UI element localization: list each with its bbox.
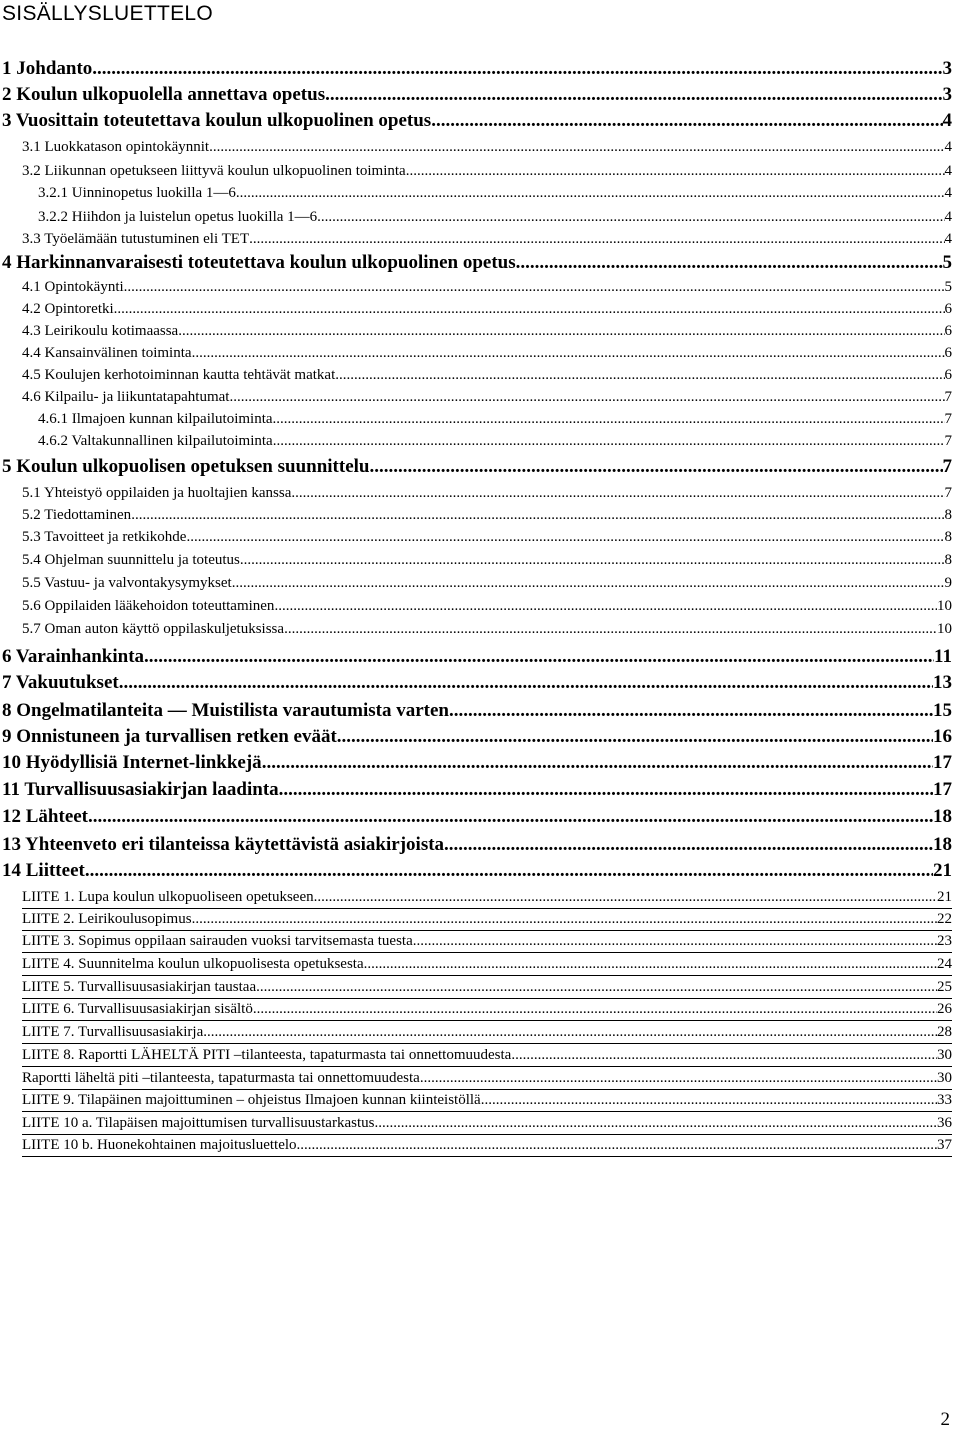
toc-entry[interactable]: [22, 572, 952, 594]
toc-entry[interactable]: [22, 1089, 952, 1112]
toc-entry-label: 10 Hyödyllisiä Internet-linkkejä: [2, 752, 262, 773]
toc-leader-dots: [209, 136, 944, 158]
toc-page-number: 30: [937, 1070, 952, 1086]
toc-leader-dots: [262, 750, 933, 776]
toc-page-number: 3: [942, 84, 952, 105]
toc-entry-label: 4 Harkinnanvaraisesti toteutettava koulun ulkopuolinen opetus: [2, 252, 516, 273]
toc-entry-label: LIITE 3. Sopimus oppilaan sairauden vuoksi tarvitsemasta tuesta: [22, 933, 413, 949]
toc-entry[interactable]: [22, 953, 952, 976]
toc-leader-dots: [203, 1021, 937, 1043]
toc-entry[interactable]: [38, 430, 952, 453]
toc-entry[interactable]: [22, 160, 952, 182]
toc-leader-dots: [444, 832, 933, 858]
toc-entry[interactable]: [2, 777, 952, 803]
toc-entry-label: LIITE 7. Turvallisuusasiakirja: [22, 1024, 204, 1040]
toc-entry-label: 3.1 Luokkatason opintokäynnit: [22, 139, 210, 155]
toc-entry[interactable]: [22, 228, 952, 250]
toc-page-number: 7: [944, 433, 952, 449]
toc-leader-dots: [481, 1089, 937, 1111]
toc-page-number: 9: [944, 575, 952, 591]
toc-page-number: 6: [944, 367, 952, 383]
toc-entry[interactable]: [22, 1067, 952, 1090]
toc-leader-dots: [364, 953, 937, 975]
toc-leader-dots: [291, 482, 944, 504]
toc-page-number: 10: [937, 598, 952, 614]
toc-entry[interactable]: [22, 136, 952, 158]
toc-page-number: 36: [937, 1115, 952, 1131]
toc-entry[interactable]: [2, 56, 952, 82]
toc-page-number: 4: [944, 209, 952, 225]
toc-leader-dots: [284, 618, 937, 640]
toc-entry-label: 8 Ongelmatilanteita — Muistilista varautumista varten: [2, 700, 449, 721]
toc-leader-dots: [253, 998, 937, 1020]
toc-entry-label: 1 Johdanto: [2, 58, 93, 79]
toc-leader-dots: [229, 386, 944, 408]
toc-entry[interactable]: [22, 930, 952, 953]
toc-leader-dots: [431, 108, 942, 134]
toc-page-number: 24: [937, 956, 952, 972]
toc-page-number: 17: [933, 779, 952, 800]
toc-page-number: 33: [937, 1092, 952, 1108]
toc-entry-label: 3.2.2 Hiihdon ja luistelun opetus luokilla 1—6: [38, 209, 318, 225]
toc-entry-label: 3 Vuosittain toteutettava koulun ulkopuolinen opetus: [2, 110, 432, 131]
toc-leader-dots: [325, 82, 942, 108]
toc-page-number: 26: [937, 1001, 952, 1017]
toc-leader-dots: [236, 182, 945, 205]
toc-leader-dots: [85, 858, 933, 884]
toc-leader-dots: [273, 430, 945, 453]
toc-leader-dots: [249, 228, 944, 250]
toc-page-number: 7: [944, 411, 952, 427]
toc-entry[interactable]: [38, 408, 952, 431]
toc-entry-label: LIITE 10 a. Tilapäisen majoittumisen turvallisuustarkastus: [22, 1115, 375, 1131]
toc-entry-label: 4.6 Kilpailu- ja liikuntatapahtumat: [22, 389, 230, 405]
toc-entry-label: 4.6.2 Valtakunnallinen kilpailutoiminta: [38, 433, 273, 449]
toc-leader-dots: [92, 56, 942, 82]
toc-leader-dots: [240, 549, 945, 571]
toc-entry-label: 5.6 Oppilaiden lääkehoidon toteuttaminen: [22, 598, 275, 614]
toc-entry[interactable]: [38, 182, 952, 205]
toc-entry[interactable]: [22, 526, 952, 548]
page-title: SISÄLLYSLUETTELO: [2, 2, 213, 25]
toc-leader-dots: [314, 886, 937, 908]
toc-leader-dots: [232, 572, 945, 594]
toc-leader-dots: [178, 320, 944, 342]
toc-entry-label: 3.2.1 Uinninopetus luokilla 1—6: [38, 185, 236, 201]
toc-entry-label: Raportti läheltä piti –tilanteesta, tapaturmasta tai onnettomuudesta: [22, 1070, 420, 1086]
toc-entry[interactable]: [2, 250, 952, 276]
toc-page-number: 16: [933, 726, 952, 747]
toc-page-number: 30: [937, 1047, 952, 1063]
toc-page-number: 8: [944, 552, 952, 568]
toc-page-number: 6: [944, 323, 952, 339]
toc-entry-label: LIITE 4. Suunnitelma koulun ulkopuolisesta opetuksesta: [22, 956, 364, 972]
toc-page-number: 6: [944, 345, 952, 361]
toc-entry[interactable]: [22, 504, 952, 526]
toc-leader-dots: [374, 1112, 937, 1134]
toc-entry-label: 9 Onnistuneen ja turvallisen retken eväät: [2, 726, 337, 747]
toc-page-number: 28: [937, 1024, 952, 1040]
toc-page-number: 7: [944, 485, 952, 501]
toc-page-number: 5: [944, 279, 952, 295]
toc-entry-label: LIITE 8. Raportti LÄHELTÄ PITI –tilanteesta, tapaturmasta tai onnettomuudesta: [22, 1047, 512, 1063]
toc-page-number: 17: [933, 752, 952, 773]
toc-leader-dots: [337, 724, 933, 750]
toc-entry-label: 4.4 Kansainvälinen toiminta: [22, 345, 192, 361]
toc-leader-dots: [516, 250, 943, 276]
toc-entry[interactable]: [38, 206, 952, 229]
toc-entry-label: 3.2 Liikunnan opetukseen liittyvä koulun ulkopuolinen toiminta: [22, 163, 406, 179]
toc-entry[interactable]: [22, 998, 952, 1021]
toc-leader-dots: [449, 698, 933, 724]
toc-leader-dots: [317, 206, 944, 229]
toc-entry[interactable]: [2, 832, 952, 858]
toc-page-number: 5: [942, 252, 952, 273]
toc-entry-label: 11 Turvallisuusasiakirjan laadinta: [2, 779, 279, 800]
toc-leader-dots: [192, 908, 937, 930]
toc-entry[interactable]: [22, 1021, 952, 1044]
toc-page-number: 23: [937, 933, 952, 949]
toc-entry-label: LIITE 9. Tilapäinen majoittuminen – ohjeistus Ilmajoen kunnan kiinteistöllä: [22, 1092, 481, 1108]
toc-leader-dots: [511, 1044, 937, 1066]
toc-page-number: 10: [937, 621, 952, 637]
toc-page-number: 13: [933, 672, 952, 693]
toc-entry[interactable]: [2, 750, 952, 776]
toc-entry-label: 5.3 Tavoitteet ja retkikohde: [22, 529, 187, 545]
toc-leader-dots: [192, 342, 945, 364]
toc-leader-dots: [131, 504, 944, 526]
toc-entry-label: 4.1 Opintokäynti: [22, 279, 124, 295]
toc-entry-label: 4.5 Koulujen kerhotoiminnan kautta tehtävät matkat: [22, 367, 336, 383]
toc-leader-dots: [420, 1067, 937, 1089]
toc-leader-dots: [406, 160, 945, 182]
toc-entry[interactable]: [22, 298, 952, 320]
toc-leader-dots: [88, 804, 933, 830]
toc-entry-label: 12 Lähteet: [2, 806, 89, 827]
toc-leader-dots: [279, 777, 933, 803]
toc-leader-dots: [124, 276, 945, 298]
toc-entry-label: 13 Yhteenveto eri tilanteissa käytettävistä asiakirjoista: [2, 834, 445, 855]
toc-entry-label: LIITE 5. Turvallisuusasiakirjan taustaa: [22, 979, 257, 995]
toc-page-number: 4: [944, 163, 952, 179]
toc-entry-label: LIITE 10 b. Huonekohtainen majoitusluettelo: [22, 1137, 297, 1153]
toc-entry[interactable]: [22, 1112, 952, 1135]
toc-entry[interactable]: [2, 454, 952, 480]
toc-page-number: 7: [944, 389, 952, 405]
toc-page-number: 4: [944, 185, 952, 201]
toc-entry[interactable]: [22, 386, 952, 408]
page-number: 2: [940, 1409, 950, 1430]
toc-entry-label: 2 Koulun ulkopuolella annettava opetus: [2, 84, 326, 105]
toc-page-number: 8: [944, 529, 952, 545]
toc-entry-label: LIITE 6. Turvallisuusasiakirjan sisältö: [22, 1001, 253, 1017]
toc-leader-dots: [274, 595, 937, 617]
toc-entry[interactable]: [22, 482, 952, 504]
toc-page-number: 25: [937, 979, 952, 995]
toc-page-number: 4: [942, 110, 952, 131]
toc-entry-label: 4.2 Opintoretki: [22, 301, 114, 317]
toc-page-number: 22: [937, 911, 952, 927]
toc-page-number: 11: [934, 646, 952, 667]
toc-entry-label: 7 Vakuutukset: [2, 672, 119, 693]
toc-entry[interactable]: [22, 886, 952, 909]
toc-entry[interactable]: [22, 1044, 952, 1067]
toc-entry-label: 5.1 Yhteistyö oppilaiden ja huoltajien kanssa: [22, 485, 292, 501]
toc-entry[interactable]: [2, 670, 952, 696]
toc-entry[interactable]: [22, 364, 952, 386]
toc-leader-dots: [119, 670, 933, 696]
toc-leader-dots: [370, 454, 943, 480]
toc-entry[interactable]: [22, 1134, 952, 1157]
toc-entry[interactable]: [2, 698, 952, 724]
toc-leader-dots: [413, 930, 937, 952]
toc-entry-label: 5 Koulun ulkopuolisen opetuksen suunnittelu: [2, 456, 370, 477]
toc-leader-dots: [335, 364, 944, 386]
toc-entry[interactable]: [22, 549, 952, 571]
toc-entry-label: LIITE 1. Lupa koulun ulkopuoliseen opetukseen: [22, 889, 314, 905]
toc-page-number: 18: [933, 834, 952, 855]
toc-page-number: 7: [942, 456, 952, 477]
toc-entry[interactable]: [22, 976, 952, 999]
toc-entry[interactable]: [22, 276, 952, 298]
toc-entry-label: 4.6.1 Ilmajoen kunnan kilpailutoiminta: [38, 411, 273, 427]
toc-page-number: 8: [944, 507, 952, 523]
toc-page-number: 21: [937, 889, 952, 905]
toc-entry[interactable]: [2, 108, 952, 134]
toc-page-number: 37: [937, 1137, 952, 1153]
toc-leader-dots: [297, 1134, 937, 1156]
toc-entry[interactable]: [22, 595, 952, 617]
toc-page-number: 4: [944, 231, 952, 247]
toc-page-number: 18: [933, 806, 952, 827]
toc-entry[interactable]: [22, 320, 952, 342]
toc-entry-label: 5.4 Ohjelman suunnittelu ja toteutus: [22, 552, 240, 568]
toc-page-number: 3: [942, 58, 952, 79]
toc-leader-dots: [186, 526, 944, 548]
toc-entry[interactable]: [22, 342, 952, 364]
toc-entry-label: 4.3 Leirikoulu kotimaassa: [22, 323, 179, 339]
toc-page-number: 4: [944, 139, 952, 155]
toc-entry-label: 14 Liitteet: [2, 860, 85, 881]
toc-entry-label: 5.2 Tiedottaminen: [22, 507, 132, 523]
toc-leader-dots: [114, 298, 945, 320]
toc-page-number: 6: [944, 301, 952, 317]
toc-leader-dots: [256, 976, 937, 998]
toc-entry[interactable]: [22, 618, 952, 640]
toc-entry-label: 6 Varainhankinta: [2, 646, 145, 667]
toc-leader-dots: [273, 408, 945, 431]
toc-entry[interactable]: [2, 644, 952, 670]
toc-entry[interactable]: [22, 908, 952, 931]
toc-entry[interactable]: [2, 858, 952, 884]
toc-page-number: 21: [933, 860, 952, 881]
toc-entry-label: 5.7 Oman auton käyttö oppilaskuljetuksissa: [22, 621, 285, 637]
toc-entry[interactable]: [2, 804, 952, 830]
toc-entry-label: LIITE 2. Leirikoulusopimus: [22, 911, 192, 927]
toc-entry[interactable]: [2, 724, 952, 750]
toc-entry-label: 3.3 Työelämään tutustuminen eli TET: [22, 231, 250, 247]
toc-entry[interactable]: [2, 82, 952, 108]
toc-page-number: 15: [933, 700, 952, 721]
toc-entry-label: 5.5 Vastuu- ja valvontakysymykset: [22, 575, 232, 591]
toc-leader-dots: [144, 644, 934, 670]
